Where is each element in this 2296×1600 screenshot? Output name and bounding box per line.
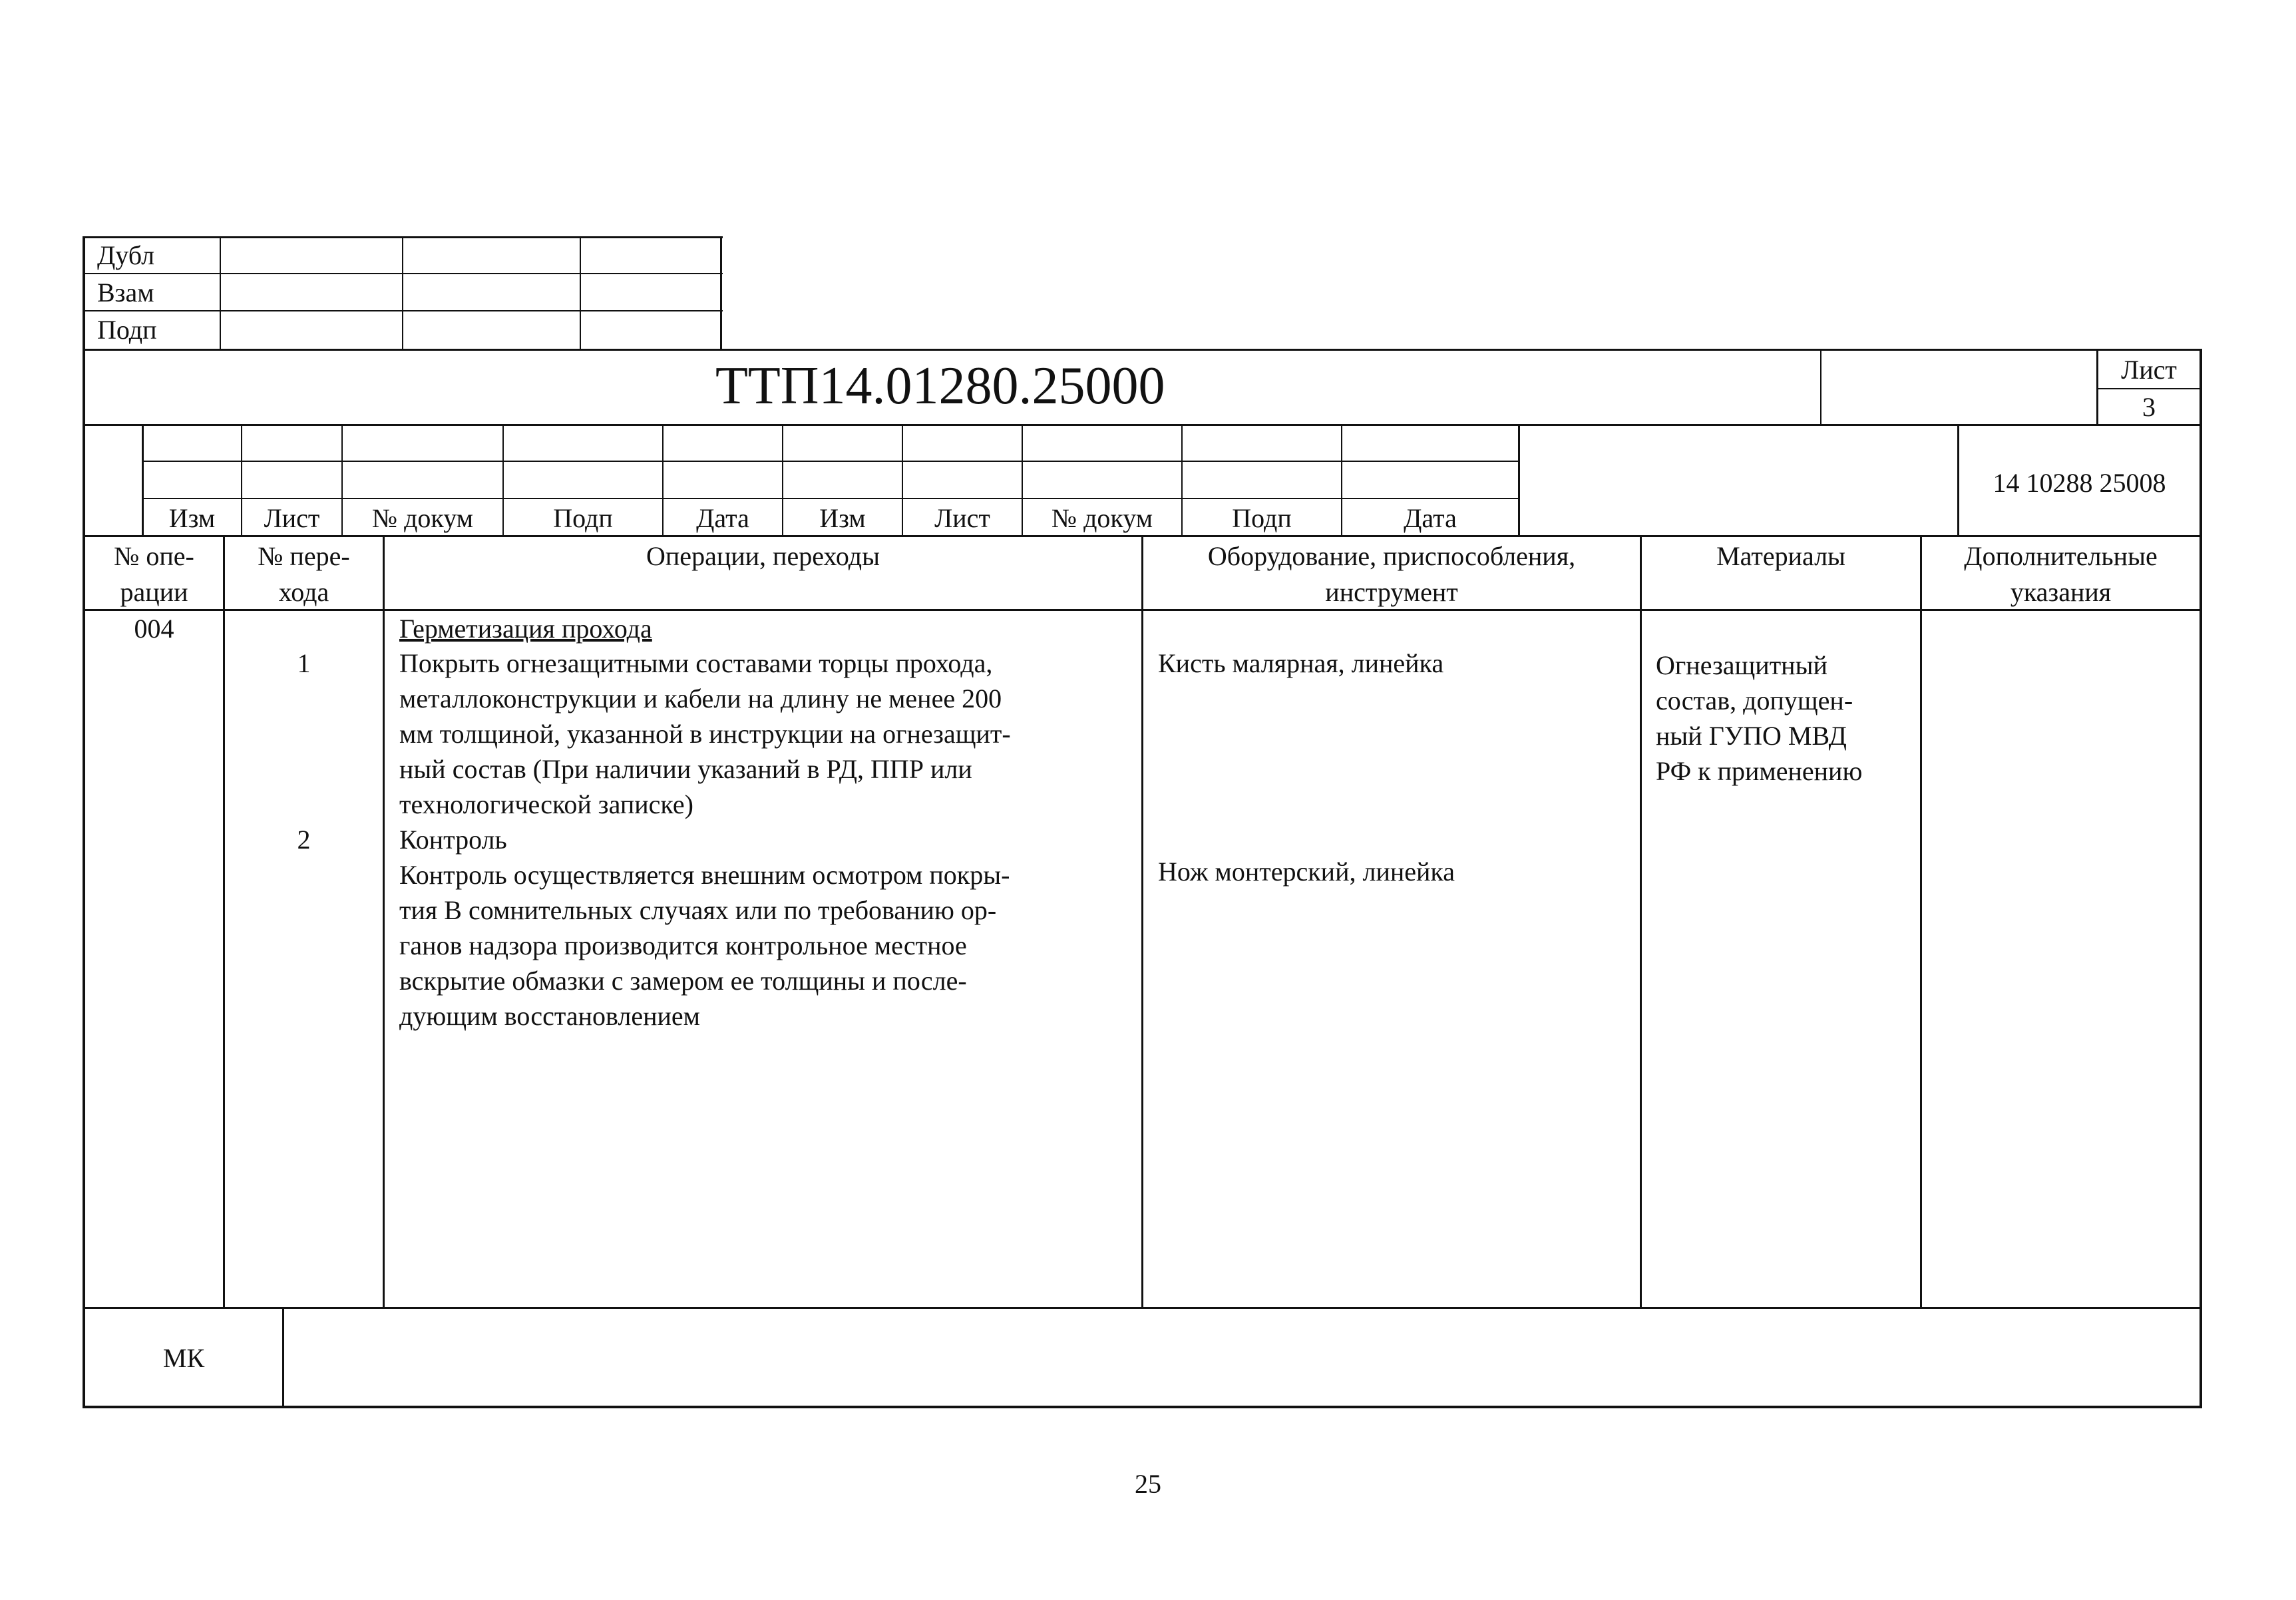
- mk-label: МК: [162, 1343, 205, 1373]
- step-2-equipment: Нож монтерский, линейка: [1158, 857, 1455, 887]
- page-number: 25: [1135, 1469, 1161, 1499]
- secondary-code: 14 10288 25008: [1993, 468, 2166, 498]
- rev-col-izm-1: Изм: [168, 503, 216, 533]
- step-2-number: 2: [297, 825, 311, 855]
- step-1-equipment: Кисть малярная, линейка: [1158, 648, 1444, 678]
- step-2-title: Контроль: [399, 825, 507, 855]
- rev-col-doc-2: № докум: [1051, 503, 1153, 533]
- rev-col-list-2: Лист: [934, 503, 990, 533]
- document-code: ТТП14.01280.25000: [715, 357, 1165, 415]
- header-operations: Операции, переходы: [646, 541, 880, 571]
- rev-col-doc-1: № докум: [371, 503, 474, 533]
- stamp-dubl-label: Дубл: [97, 240, 155, 270]
- operation-title: Герметизация прохода: [399, 614, 652, 644]
- sheet-number: 3: [2142, 392, 2156, 422]
- step-1-number: 1: [297, 648, 311, 678]
- rev-col-date-2: Дата: [1404, 503, 1457, 533]
- rev-col-podp-2: Подп: [1232, 503, 1292, 533]
- rev-col-list-1: Лист: [264, 503, 320, 533]
- sheet-label: Лист: [2121, 355, 2177, 385]
- operation-number: 004: [134, 614, 174, 644]
- stamp-vzam-label: Взам: [97, 278, 154, 307]
- rev-col-date-1: Дата: [696, 503, 749, 533]
- rev-col-izm-2: Изм: [819, 503, 866, 533]
- rev-col-podp-1: Подп: [553, 503, 613, 533]
- header-materials: Материалы: [1716, 541, 1845, 571]
- stamp-podp-label: Подп: [97, 315, 157, 345]
